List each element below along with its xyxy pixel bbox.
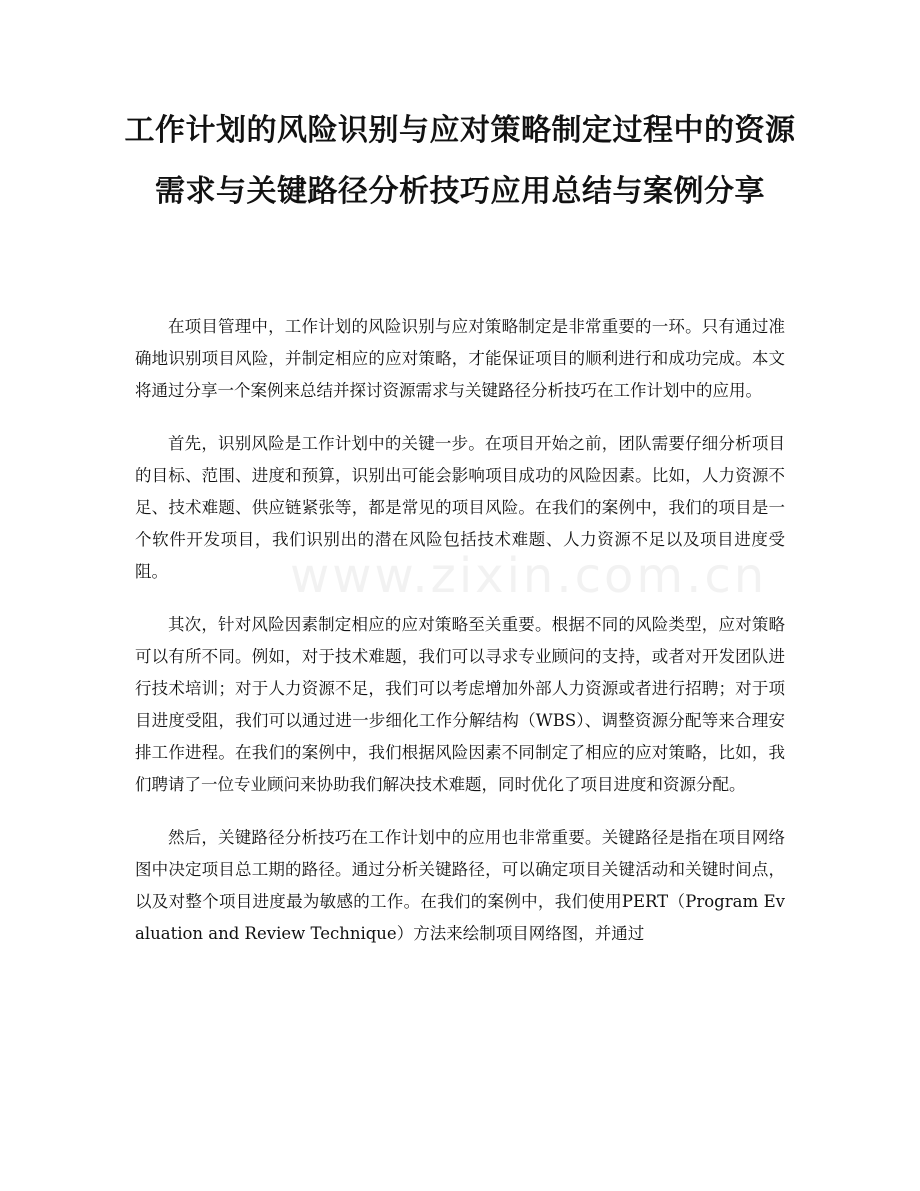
paragraph-intro: 在项目管理中，工作计划的风险识别与应对策略制定是非常重要的一环。只有通过准确地识别项目风险，并制定相应的应对策略，才能保证项目的顺利进行和成功完成。本文将通过分享一个案例来总结并探讨资源需求与关键路径分析技巧在工作计划中的应用。 bbox=[135, 317, 785, 400]
paragraph-critical-path: 然后，关键路径分析技巧在工作计划中的应用也非常重要。关键路径是指在项目网络图中决定项目总工期的路径。通过分析关键路径，可以确定项目关键活动和关键时间点，以及对整个项目进度最为敏感的工作。在我们的案例中，我们使用PERT（Program Evaluation and Review Technique）方法来绘制项目网络图，并通过 bbox=[135, 828, 785, 943]
paragraph-risk-identification: 首先，识别风险是工作计划中的关键一步。在项目开始之前，团队需要仔细分析项目的目标、范围、进度和预算，识别出可能会影响项目成功的风险因素。比如，人力资源不足、技术难题、供应链紧张等，都是常见的项目风险。在我们的案例中，我们的项目是一个软件开发项目，我们识别出的潜在风险包括技术难题、人力资源不足以及项目进度受阻。 bbox=[135, 434, 785, 581]
document-title: 工作计划的风险识别与应对策略制定过程中的资源需求与关键路径分析技巧应用总结与案例分享 bbox=[124, 113, 796, 209]
watermark: www.zixin.com.cn bbox=[290, 548, 768, 604]
paragraph-response-strategy: 其次，针对风险因素制定相应的应对策略至关重要。根据不同的风险类型，应对策略可以有所不同。例如，对于技术难题，我们可以寻求专业顾问的支持，或者对开发团队进行技术培训；对于人力资源不足，我们可以考虑增加外部人力资源或者进行招聘；对于项目进度受阻，我们可以通过进一步细化工作分解结构（WBS）、调整资源分配等来合理安排工作进程。在我们的案例中，我们根据风险因素不同制定了相应的应对策略，比如，我们聘请了一位专业顾问来协助我们解决技术难题，同时优化了项目进度和资源分配。 bbox=[135, 615, 785, 794]
document-body bbox=[135, 311, 785, 971]
